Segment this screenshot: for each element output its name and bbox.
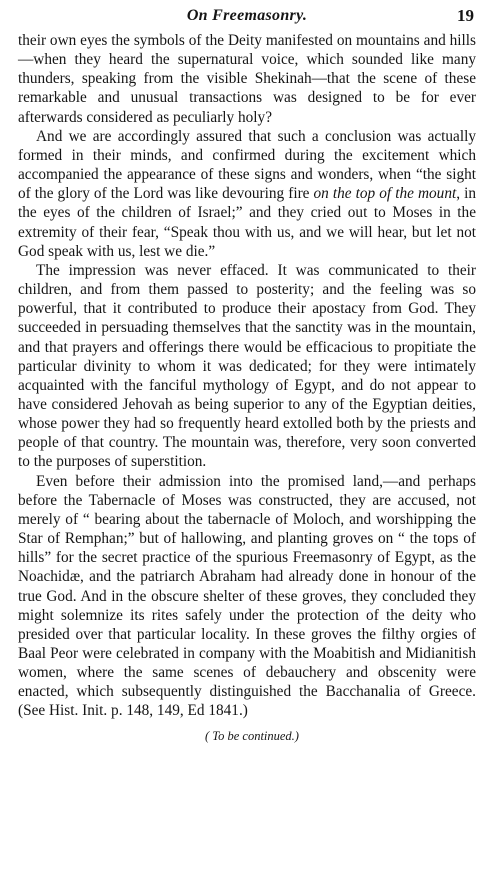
body-text <box>18 31 476 721</box>
paragraph <box>18 261 476 472</box>
paragraph-text: their own eyes the symbols of the Deity manifested on mountains and hills—when they heard the supernatural voice, which sounded like many thunders, speaking from the visible Shekinah—that the scene of these remarkable and unusual transactions was designed to be for ever afterwards considered as peculiarly holy? <box>18 32 476 126</box>
to-be-continued-note: ( To be continued.) <box>205 728 299 743</box>
paragraph-text: , in the eyes of the children of Israel;” and they cried out to Moses in the extremity of their fear, “Speak thou with us, and we will hear, but let not God speak with us, lest we die.” <box>18 185 477 260</box>
page-number: 19 <box>457 6 474 25</box>
paragraph <box>18 31 476 127</box>
paragraph <box>18 127 476 261</box>
paragraph-text: And we are accordingly assured that such a conclusion was actually formed in their minds, and confirmed during the excitement which accompanied the appearance of these signs and wonders, when “the sight of the glory of the Lord was like devouring fire <box>18 127 476 203</box>
paragraph-text: The impression was never effaced. It was communicated to their children, and from them passed to posterity; and the feeling was so powerful, that it contributed to produce their apostacy from God. They succeeded in persuading themselves that the sanctity was in the mountain, and that prayers and offerings there would be efficacious to propitiate the particular divinity to whom it was dedicated; for they were intimately acquainted with the fanciful mythology of Egypt, and do not appear to have considered Jehovah as being superior to any of the Egyptian deities, whose power they had so frequently heard extolled both by the priests and people of that country. The mountain was, therefore, very soon converted to the purposes of superstition. <box>18 261 476 471</box>
paragraph-text: Even before their admission into the promised land,—and perhaps before the Tabernacle of Moses was constructed, they are accused, not merely of “ bearing about the tabernacle of Moloch, and worshipping the Star of Remphan;” but of hallowing, and planting groves on “ the tops of hills” for the secret practice of the spurious Freemasonry of Egypt, as the Noachidæ, and the patriarch Abraham had already done in honour of the true God. And in the obscure shelter of these groves, they concluded they might solemnize its rites safely under the protection of the deity who presided over that particular locality. In these groves the filthy orgies of Baal Peor were celebrated in company with the Moabitish and Midianitish women, where the same scenes of debauchery and obscenity were enacted, which subsequently distinguished the Bacchanalia of Greece. (See Hist. Init. p. 148, 149, Ed 1841.) <box>18 472 476 720</box>
paragraph <box>18 472 476 721</box>
running-title: On Freemasonry. <box>186 7 308 24</box>
emphasis-text: on the top of the mount <box>313 185 457 203</box>
page-header <box>18 5 476 31</box>
